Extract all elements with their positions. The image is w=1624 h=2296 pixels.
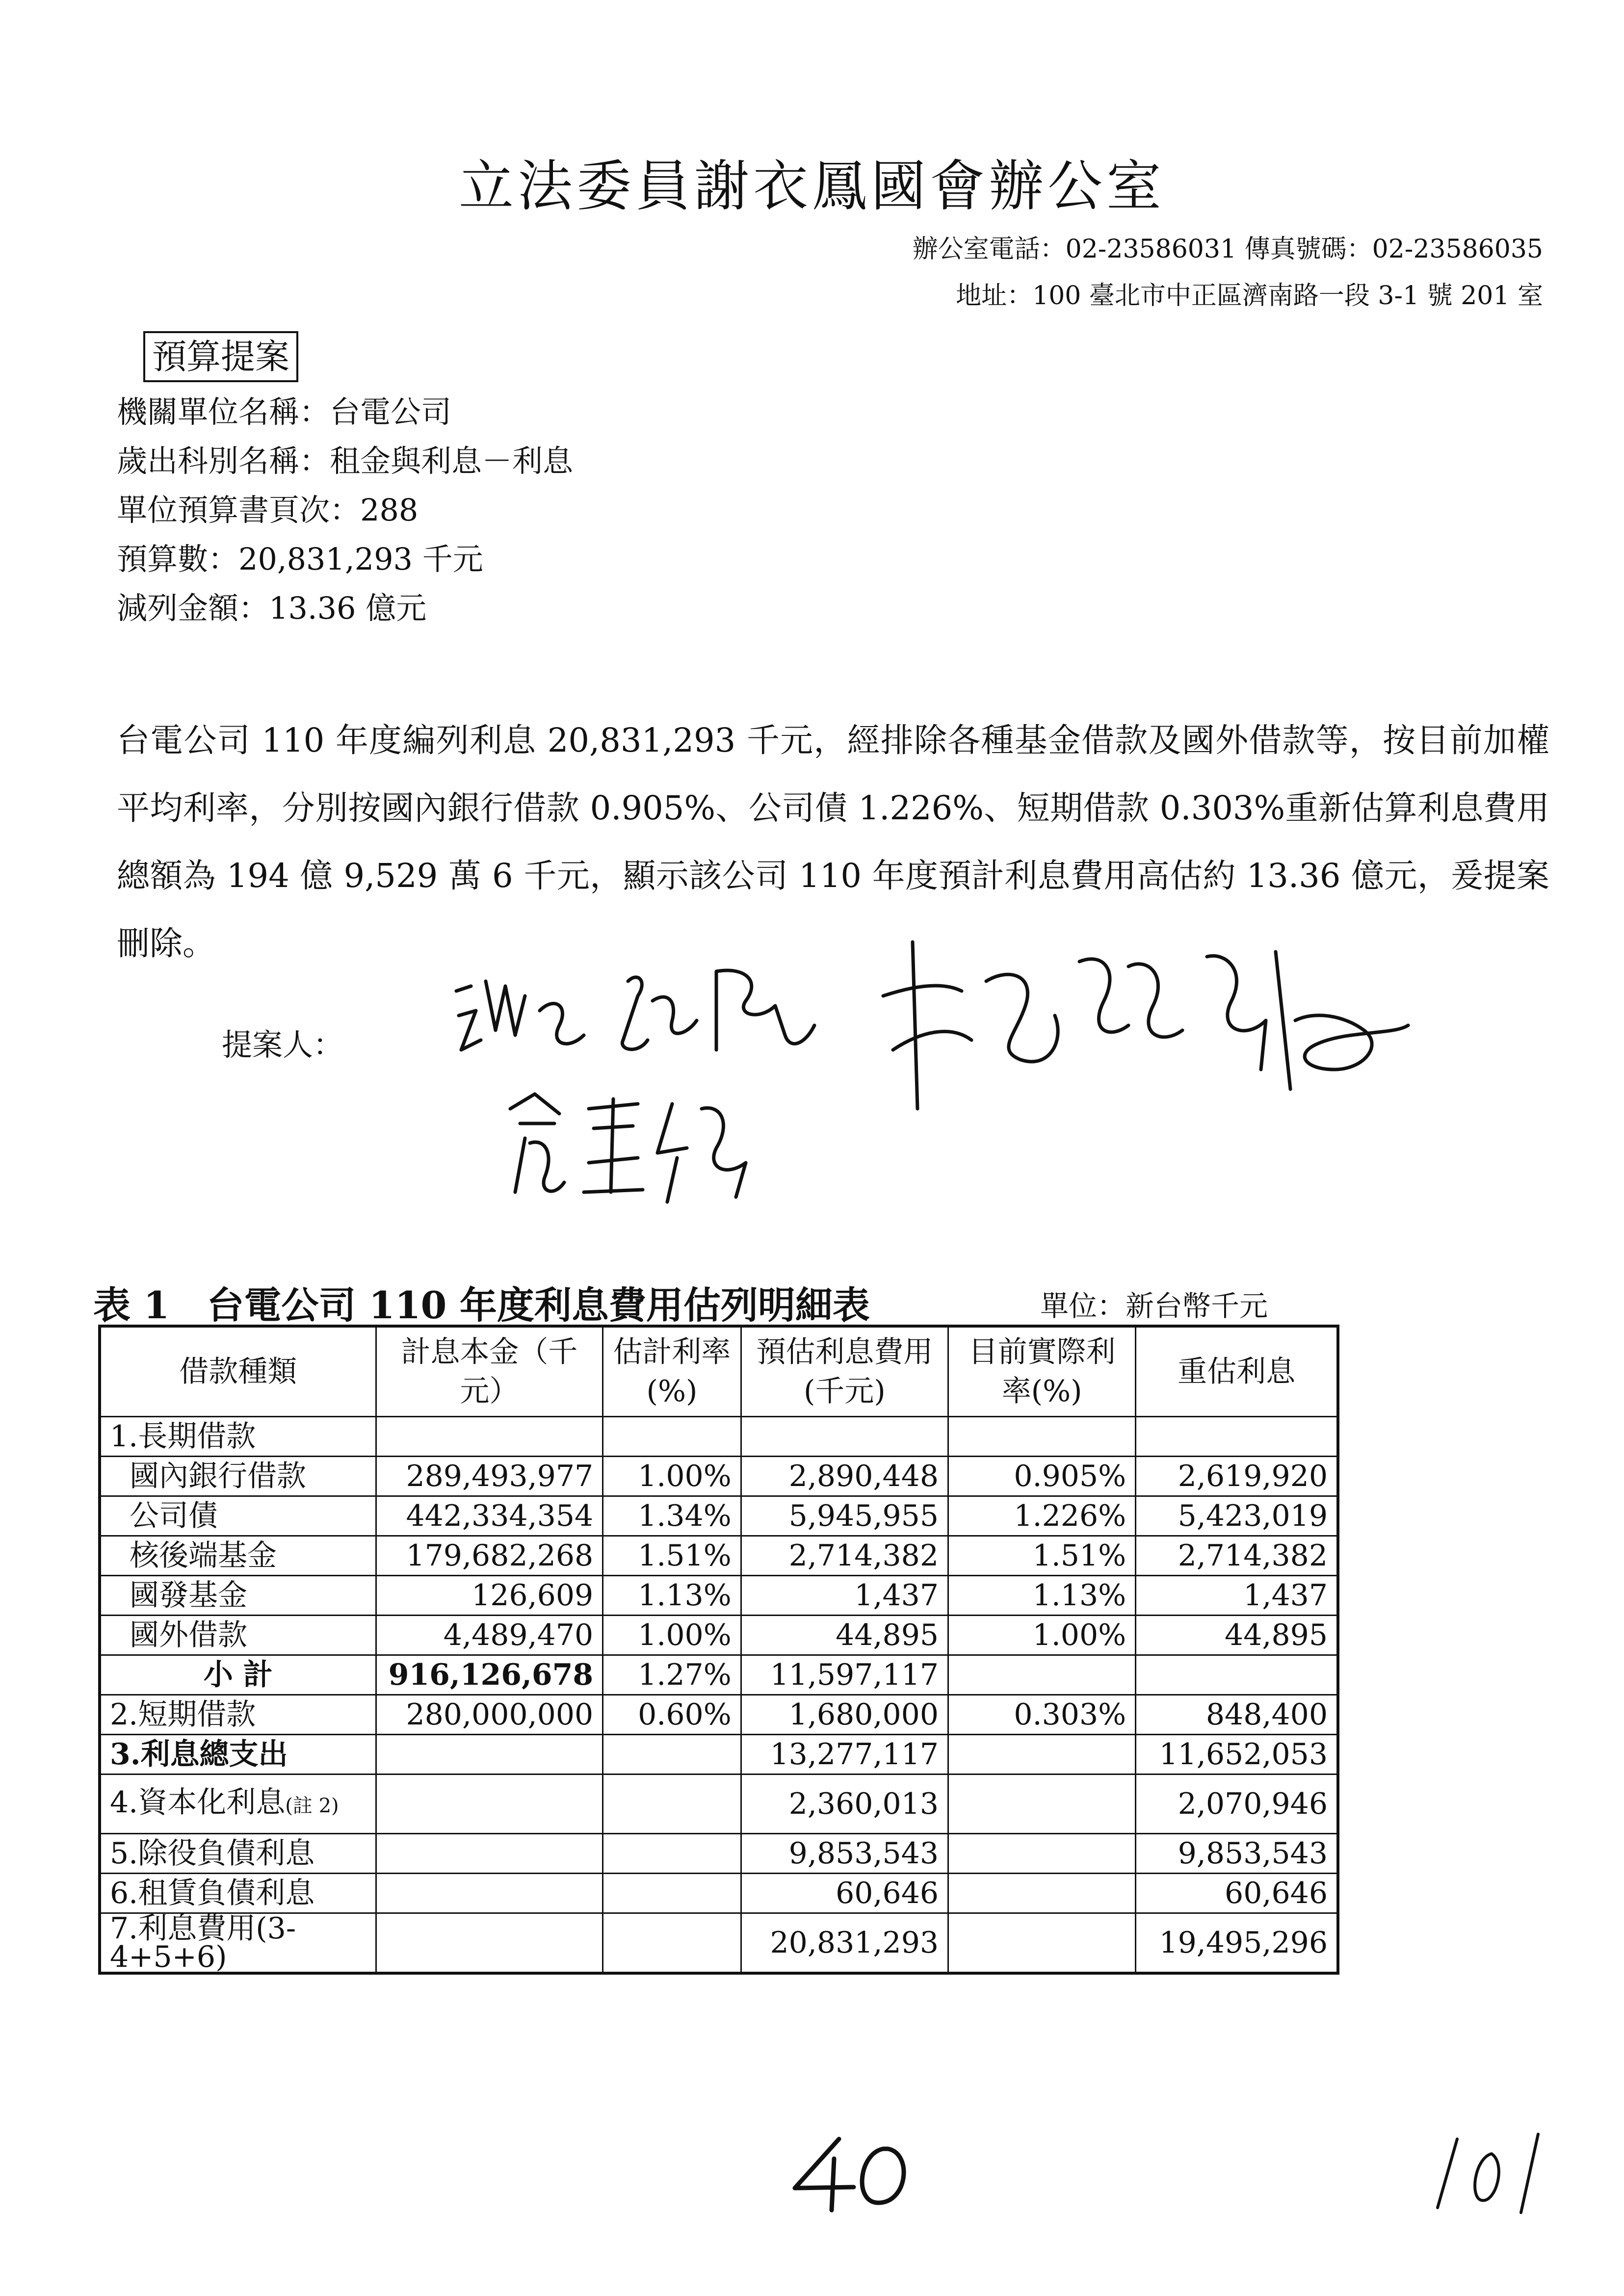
header-reestimated: 重估利息 xyxy=(1136,1326,1338,1417)
cell-rate xyxy=(603,1913,741,1974)
cell-reest: 5,423,019 xyxy=(1136,1496,1338,1536)
cell-rate: 1.51% xyxy=(603,1536,741,1576)
cell-item: 國內銀行借款 xyxy=(100,1457,376,1496)
table-row xyxy=(100,1496,1338,1536)
table-row xyxy=(100,1874,1338,1913)
cell-reest: 60,646 xyxy=(1136,1874,1338,1913)
cell-item-note: (註 2) xyxy=(285,1794,339,1817)
cell-principal: 4,489,470 xyxy=(376,1616,603,1655)
field-category: 歲出科別名稱：租金與利息－利息 xyxy=(117,443,574,479)
cell-est: 5,945,955 xyxy=(741,1496,948,1536)
table-row xyxy=(100,1457,1338,1496)
cell-item: 核後端基金 xyxy=(100,1536,376,1576)
cell-est: 13,277,117 xyxy=(741,1735,948,1774)
cell-item: 小 計 xyxy=(100,1655,376,1695)
handwritten-page-number xyxy=(785,2129,922,2218)
cell-principal: 126,609 xyxy=(376,1576,603,1616)
handwritten-corner-number xyxy=(1428,2124,1555,2222)
cell-item: 6.租賃負債利息 xyxy=(100,1874,376,1913)
table-row xyxy=(100,1695,1338,1735)
cell-rate: 0.60% xyxy=(603,1695,741,1735)
office-title: 立法委員謝衣鳳國會辦公室 xyxy=(459,155,1165,218)
cell-est: 11,597,117 xyxy=(741,1655,948,1695)
header-loan-type: 借款種類 xyxy=(100,1326,376,1417)
cell-reest: 2,619,920 xyxy=(1136,1457,1338,1496)
table-header-row xyxy=(100,1326,1338,1417)
table-row-final xyxy=(100,1913,1338,1974)
table-row xyxy=(100,1536,1338,1576)
cell-actual xyxy=(948,1735,1136,1774)
cell-item: 公司債 xyxy=(100,1496,376,1536)
cell-rate: 1.00% xyxy=(603,1616,741,1655)
cell-actual xyxy=(948,1874,1136,1913)
header-est-rate: 估計利率(%) xyxy=(603,1326,741,1417)
cell-item xyxy=(100,1774,376,1834)
cell-actual: 0.905% xyxy=(948,1457,1136,1496)
cell-actual: 1.51% xyxy=(948,1536,1136,1576)
cell-est: 20,831,293 xyxy=(741,1913,948,1974)
cell-item: 1.長期借款 xyxy=(100,1417,376,1457)
signature-weng-chongjun xyxy=(491,1079,785,1226)
cell-actual xyxy=(948,1913,1136,1974)
field-budget: 預算數：20,831,293 千元 xyxy=(117,541,483,577)
cell-principal xyxy=(376,1417,603,1457)
cell-actual xyxy=(948,1834,1136,1874)
cell-rate xyxy=(603,1417,741,1457)
cell-actual: 1.13% xyxy=(948,1576,1136,1616)
cell-rate: 1.34% xyxy=(603,1496,741,1536)
cell-reest: 2,714,382 xyxy=(1136,1536,1338,1576)
cell-principal: 916,126,678 xyxy=(376,1655,603,1695)
cell-item: 7.利息費用(3-4+5+6) xyxy=(100,1913,376,1974)
cell-actual xyxy=(948,1655,1136,1695)
table-row-total xyxy=(100,1735,1338,1774)
cell-principal xyxy=(376,1735,603,1774)
cell-reest: 2,070,946 xyxy=(1136,1774,1338,1834)
table-row xyxy=(100,1616,1338,1655)
interest-table xyxy=(98,1325,1339,1975)
cell-reest xyxy=(1136,1655,1338,1695)
cell-item: 3.利息總支出 xyxy=(100,1735,376,1774)
cell-item-label: 4.資本化利息 xyxy=(110,1785,286,1820)
cell-rate xyxy=(603,1874,741,1913)
cell-est: 60,646 xyxy=(741,1874,948,1913)
cell-actual xyxy=(948,1774,1136,1834)
cell-actual xyxy=(948,1417,1136,1457)
cell-rate xyxy=(603,1834,741,1874)
cell-item: 國發基金 xyxy=(100,1576,376,1616)
table-row xyxy=(100,1576,1338,1616)
table-row xyxy=(100,1834,1338,1874)
cell-est: 2,714,382 xyxy=(741,1536,948,1576)
signature-yang-chiungying xyxy=(873,922,1413,1158)
header-actual-rate: 目前實際利率(%) xyxy=(948,1326,1136,1417)
cell-rate: 1.27% xyxy=(603,1655,741,1695)
cell-est: 2,360,013 xyxy=(741,1774,948,1834)
table-unit: 單位：新台幣千元 xyxy=(1040,1289,1268,1323)
cell-item: 國外借款 xyxy=(100,1616,376,1655)
contact-phone: 辦公室電話：02-23586031 傳真號碼：02-23586035 xyxy=(912,235,1543,264)
cell-reest: 19,495,296 xyxy=(1136,1913,1338,1974)
cell-principal: 179,682,268 xyxy=(376,1536,603,1576)
header-est-interest: 預估利息費用(千元) xyxy=(741,1326,948,1417)
cell-principal: 289,493,977 xyxy=(376,1457,603,1496)
cell-principal xyxy=(376,1774,603,1834)
field-page: 單位預算書頁次：288 xyxy=(117,492,419,528)
cell-reest: 11,652,053 xyxy=(1136,1735,1338,1774)
proposal-badge: 預算提案 xyxy=(143,331,298,382)
table-title: 表 1 台電公司 110 年度利息費用估列明細表 xyxy=(93,1283,870,1327)
cell-est: 44,895 xyxy=(741,1616,948,1655)
cell-actual: 0.303% xyxy=(948,1695,1136,1735)
contact-address: 地址：100 臺北市中正區濟南路一段 3-1 號 201 室 xyxy=(956,281,1543,311)
cell-reest: 44,895 xyxy=(1136,1616,1338,1655)
cell-reest xyxy=(1136,1417,1338,1457)
cell-rate: 1.00% xyxy=(603,1457,741,1496)
cell-principal: 280,000,000 xyxy=(376,1695,603,1735)
cell-actual: 1.00% xyxy=(948,1616,1136,1655)
header-principal: 計息本金（千元） xyxy=(376,1326,603,1417)
cell-principal xyxy=(376,1913,603,1974)
cell-reest: 1,437 xyxy=(1136,1576,1338,1616)
cell-reest: 9,853,543 xyxy=(1136,1834,1338,1874)
table-row xyxy=(100,1774,1338,1834)
cell-est: 1,680,000 xyxy=(741,1695,948,1735)
cell-item: 5.除役負債利息 xyxy=(100,1834,376,1874)
table-row-subtotal xyxy=(100,1655,1338,1695)
cell-principal: 442,334,354 xyxy=(376,1496,603,1536)
cell-reest: 848,400 xyxy=(1136,1695,1338,1735)
cell-item: 2.短期借款 xyxy=(100,1695,376,1735)
cell-principal xyxy=(376,1874,603,1913)
cell-rate xyxy=(603,1735,741,1774)
proposal-body: 台電公司 110 年度編列利息 20,831,293 千元，經排除各種基金借款及國外借款等，按目前加權平均利率，分別按國內銀行借款 0.905%、公司債 1.226%、短期借款 0.303%重新估算利息費用總額為 194 億 9,529 萬 6 千元，顯示該公司 110 年度預計利息費用高估約 13.36 億元，爰提案刪除。 xyxy=(117,721,1549,963)
field-reduction: 減列金額：13.36 億元 xyxy=(117,590,427,626)
table-row xyxy=(100,1417,1338,1457)
cell-principal xyxy=(376,1834,603,1874)
cell-est: 1,437 xyxy=(741,1576,948,1616)
cell-est: 2,890,448 xyxy=(741,1457,948,1496)
cell-est xyxy=(741,1417,948,1457)
cell-rate xyxy=(603,1774,741,1834)
cell-est: 9,853,543 xyxy=(741,1834,948,1874)
cell-actual: 1.226% xyxy=(948,1496,1136,1536)
field-agency: 機關單位名稱：台電公司 xyxy=(117,394,452,430)
proposer-label: 提案人： xyxy=(222,1027,344,1063)
cell-rate: 1.13% xyxy=(603,1576,741,1616)
